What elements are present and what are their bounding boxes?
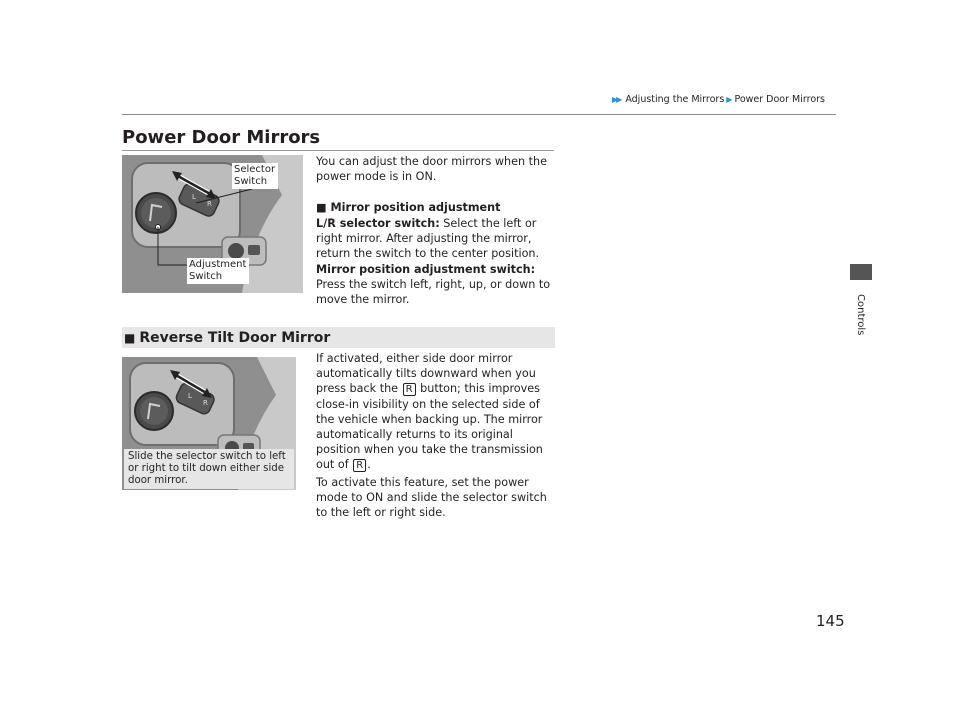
callout-selector-switch: Selector Switch bbox=[232, 163, 278, 189]
reverse-tilt-text-a: If activated, either side door mirror automatically tilts downward when you press back the bbox=[316, 352, 536, 396]
intro-paragraph: You can adjust the door mirrors when the power mode is in ON. bbox=[316, 155, 548, 184]
section-heading-reverse-tilt: Reverse Tilt Door Mirror bbox=[139, 329, 331, 346]
section-heading-bar bbox=[122, 327, 555, 348]
reverse-gear-r-icon: R bbox=[403, 383, 416, 396]
activate-paragraph: To activate this feature, set the power mode to ON and slide the selector switch to the left or right side. bbox=[316, 476, 547, 520]
mirror-position-paragraph bbox=[316, 216, 556, 307]
callout-adjustment-switch: Adjustment Switch bbox=[187, 258, 249, 284]
svg-text:R: R bbox=[203, 399, 208, 407]
breadcrumb-item-power-door-mirrors[interactable]: Power Door Mirrors bbox=[734, 94, 825, 105]
reverse-tilt-text-b: button; this improves close-in visibility on the selected side of the vehicle when backing up. The mirror automatically returns to its original position when you take the transmission out of bbox=[316, 382, 543, 472]
svg-text:R: R bbox=[207, 200, 212, 208]
section-tab-marker bbox=[850, 264, 872, 280]
reverse-gear-r-icon: R bbox=[353, 459, 366, 472]
breadcrumb-item-adjusting-mirrors[interactable]: Adjusting the Mirrors bbox=[625, 94, 725, 105]
side-section-label: Controls bbox=[855, 294, 866, 336]
breadcrumb-arrows-icon: ▶▶ bbox=[612, 95, 621, 104]
reverse-tilt-paragraph bbox=[316, 351, 556, 473]
mirror-position-heading bbox=[316, 201, 500, 214]
mirror-position-heading-text: Mirror position adjustment bbox=[330, 201, 501, 214]
reverse-tilt-text-end: . bbox=[367, 458, 371, 472]
adjustment-switch-text: Press the switch left, right, up, or down to move the mirror. bbox=[316, 277, 551, 307]
breadcrumb bbox=[612, 94, 836, 105]
header-divider bbox=[122, 114, 836, 115]
title-divider bbox=[122, 150, 554, 151]
svg-text:L: L bbox=[192, 193, 196, 201]
page-number: 145 bbox=[816, 612, 845, 630]
lr-selector-label: L/R selector switch: bbox=[316, 217, 440, 230]
square-bullet-icon: ■ bbox=[316, 201, 327, 214]
square-bullet-icon: ■ bbox=[124, 330, 136, 345]
lr-selector-text: Select the left or right mirror. After adjusting the mirror, return the switch to the center position. bbox=[316, 217, 540, 261]
reverse-tilt-figure-caption: Slide the selector switch to left or right to tilt down either side door mirror. bbox=[124, 449, 294, 489]
breadcrumb-arrow-icon: ▶ bbox=[726, 95, 733, 104]
adjustment-switch-label: Mirror position adjustment switch: bbox=[316, 262, 536, 276]
page-title: Power Door Mirrors bbox=[122, 127, 321, 148]
svg-text:L: L bbox=[188, 392, 192, 400]
